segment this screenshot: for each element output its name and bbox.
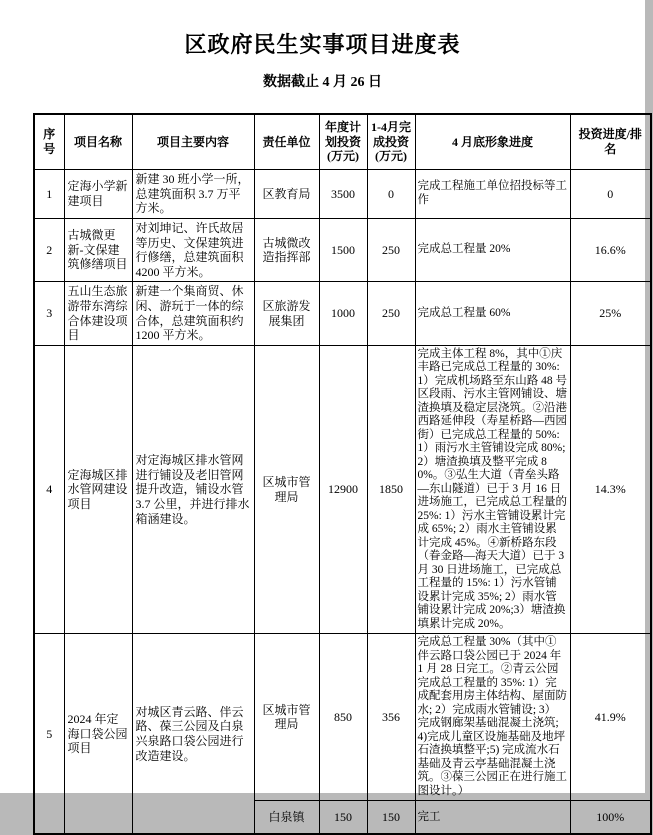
cell-rate: 25% [570,282,651,346]
cell-project-name: 古城微更新-文保建筑修缮项目 [64,218,132,282]
cell-unit: 区旅游发展集团 [254,282,319,346]
cell-planned: 1500 [319,218,367,282]
cell-seq: 2 [34,218,64,282]
cell-project-name: 定海城区排水管网建设项目 [64,345,132,634]
projects-progress-table [33,113,652,835]
header-main-content: 项目主要内容 [132,114,254,170]
header-completed-investment: 1-4月完成投资(万元) [367,114,415,170]
cell-main-content: 对刘坤记、许氏故居等历史、文保建筑进行修缮，总建筑面积 4200 平方米。 [132,218,254,282]
cell-planned: 150 [319,801,367,835]
table-row [34,634,651,801]
cell-seq: 5 [34,634,64,835]
cell-seq: 3 [34,282,64,346]
header-responsible-unit: 责任单位 [254,114,319,170]
cell-seq: 1 [34,170,64,219]
header-investment-rate-rank: 投资进度/排名 [570,114,651,170]
table-row [34,218,651,282]
table-row [34,170,651,219]
cell-seq: 4 [34,345,64,634]
cell-completed: 0 [367,170,415,219]
cell-unit: 白泉镇 [254,801,319,835]
cell-completed: 150 [367,801,415,835]
cell-main-content: 对城区青云路、伴云路、葆三公园及白泉兴泉路口袋公园进行改造建设。 [132,634,254,835]
header-seq: 序号 [34,114,64,170]
table-header [34,114,651,170]
cell-unit: 区城市管理局 [254,345,319,634]
cell-completed: 1850 [367,345,415,634]
cell-unit: 区教育局 [254,170,319,219]
cell-progress: 完成总工程量 20% [415,218,570,282]
cell-main-content: 新建一个集商贸、休闲、游玩于一体的综合体，总建筑面积约 1200 平方米。 [132,282,254,346]
cell-project-name: 五山生态旅游带东湾综合体建设项目 [64,282,132,346]
cell-progress: 完成工程施工单位招投标等工作 [415,170,570,219]
cell-planned: 850 [319,634,367,801]
cell-rate: 16.6% [570,218,651,282]
header-row [34,114,651,170]
cell-unit: 古城微改造指挥部 [254,218,319,282]
cell-rate: 0 [570,170,651,219]
cell-completed: 250 [367,218,415,282]
header-april-progress: 4 月底形象进度 [415,114,570,170]
cell-planned: 1000 [319,282,367,346]
cell-rate: 100% [570,801,651,835]
cell-planned: 12900 [319,345,367,634]
cell-main-content: 对定海城区排水管网进行铺设及老旧管网提升改造，铺设水管 3.7 公里，并进行排水箱涵建设。 [132,345,254,634]
page-subtitle: 数据截止 4 月 26 日 [263,75,382,90]
cell-project-name: 2024 年定海口袋公园项目 [64,634,132,835]
cell-planned: 3500 [319,170,367,219]
header-project-name: 项目名称 [64,114,132,170]
cell-rate: 41.9% [570,634,651,801]
cell-unit: 区城市管理局 [254,634,319,801]
cell-progress: 完工 [415,801,570,835]
cell-progress: 完成主体工程 8%，其中①庆丰路已完成总工程量的 30%: 1）完成机场路至东山路 48 号区段雨、污水主管网铺设、塘渣换填及稳定层浇筑。②沿港西路延伸段（寿星桥路—西园街）已完成总工程量的 50%:1）雨污水主管铺设完成 80%; 2）塘渣换填及整平完成 80%。③弘生大道（青垒头路—东山隧道）已于 3 月 16 日进场施工，已完成总工程量的 25%: 1）污水主管铺设累计完成 65%; 2）雨水主管铺设累计完成 45%。④新桥路东段（眷金路—海天大道）已于 3 月 30 日进场施工，已完成总工程量的 15%: 1）污水管铺设累计完成 35%; 2）雨水管铺设累计完成 20%;3）塘渣换填累计完成 20%。 [415,345,570,634]
cell-progress: 完成总工程量 60% [415,282,570,346]
cell-completed: 356 [367,634,415,801]
cell-progress: 完成总工程量 30%（其中①伴云路口袋公园已于 2024 年 1 月 28 日完工。②青云公园完成总工程量的 35%: 1）完成配套用房主体结构、屋面防水; 2）完成雨水管铺设; 3）完成钢廊架基础混凝土浇筑;4)完成儿童区设施基础及地坪石渣换填整平;5) 完成流水石基础及青云亭基础混凝土浇筑。③葆三公园正在进行施工图设计。） [415,634,570,801]
cell-project-name: 定海小学新建项目 [64,170,132,219]
header-annual-planned-investment: 年度计划投资(万元) [319,114,367,170]
cell-main-content: 新建 30 班小学一所，总建筑面积 3.7 万平方米。 [132,170,254,219]
cell-rate: 14.3% [570,345,651,634]
table-row [34,282,651,346]
cell-completed: 250 [367,282,415,346]
table-row [34,345,651,634]
page-title: 区政府民生实事项目进度表 [184,32,461,57]
